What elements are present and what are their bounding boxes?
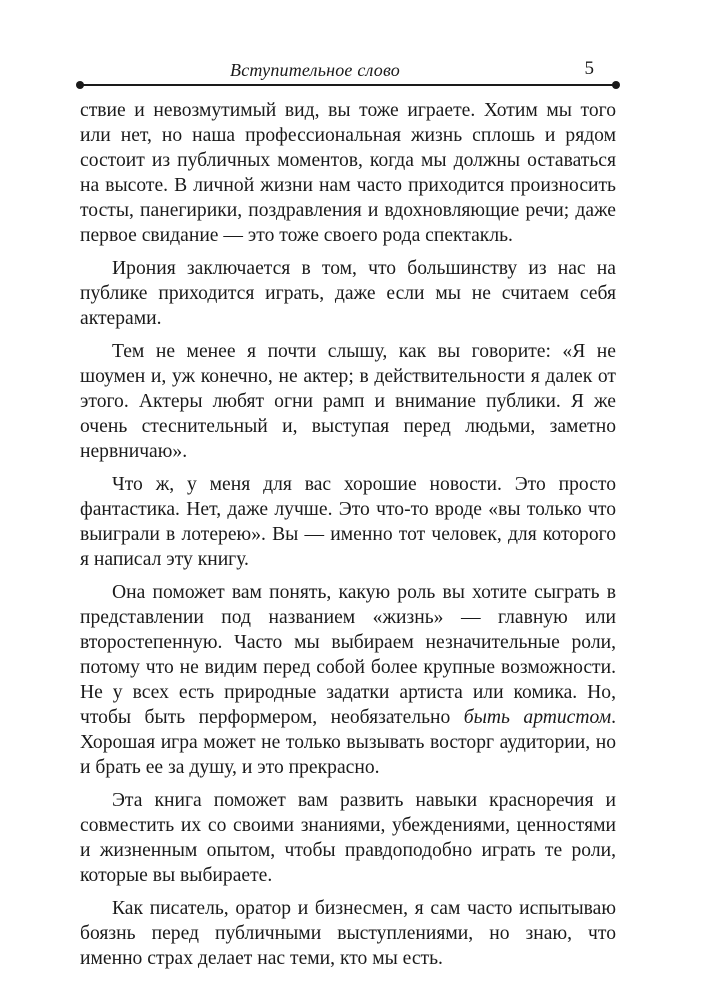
paragraph-5-text-before: Она поможет вам понять, какую роль вы хотите сыграть в представлении под названием «жизнь» — главную или второстепенную. Часто мы выбираем незначительные роли, потому что не видим перед собой более крупные возможности. Не у всех есть природные задатки артиста или комика. Но, чтобы быть перформером, необязательно xyxy=(80,582,616,728)
paragraph-2: Ирония заключается в том, что большинству из нас на публике приходится играть, даже если мы не считаем себя актерами. xyxy=(80,258,616,329)
paragraph-5 xyxy=(80,580,616,780)
paragraph-4: Что ж, у меня для вас хорошие новости. Это просто фантастика. Нет, даже лучше. Это что-то вроде «вы только что выиграли в лотерею». Вы — именно тот человек, для которого я написал эту книгу. xyxy=(80,474,616,570)
body-text xyxy=(80,98,616,971)
header-rule-dot-right xyxy=(612,81,620,89)
paragraph-6: Эта книга поможет вам развить навыки красноречия и совместить их со своими знаниями, убеждениями, ценностями и жизненным опытом, чтобы правдоподобно играть те роли, которые вы выбираете. xyxy=(80,790,616,886)
page-number: 5 xyxy=(584,58,594,79)
header-rule xyxy=(80,84,616,86)
running-header-title: Вступительное слово xyxy=(230,60,400,80)
paragraph-7: Как писатель, оратор и бизнесмен, я сам часто испытываю боязнь перед публичными выступлениями, но знаю, что именно страх делает нас теми, кто мы есть. xyxy=(80,898,616,969)
paragraph-3: Тем не менее я почти слышу, как вы говорите: «Я не шоумен и, уж конечно, не актер; в действительности я далек от этого. Актеры любят огни рамп и внимание публики. Я же очень стеснительный и, выступая перед людьми, заметно нервничаю». xyxy=(80,341,616,462)
paragraph-1: ствие и невозмутимый вид, вы тоже играете. Хотим мы того или нет, но наша профессиональная жизнь сплошь и рядом состоит из публичных моментов, когда мы должны оставаться на высоте. В личной жизни нам часто приходится произносить тосты, панегирики, поздравления и вдохновляющие речи; даже первое свидание — это тоже своего рода спектакль. xyxy=(80,100,616,246)
paragraph-5-emphasis: быть артистом xyxy=(463,707,612,728)
running-header xyxy=(80,58,616,88)
paragraph-5-text-after: . Хорошая игра может не только вызывать восторг аудитории, но и брать ее за душу, и это прекрасно. xyxy=(80,707,616,778)
header-rule-dot-left xyxy=(76,81,84,89)
